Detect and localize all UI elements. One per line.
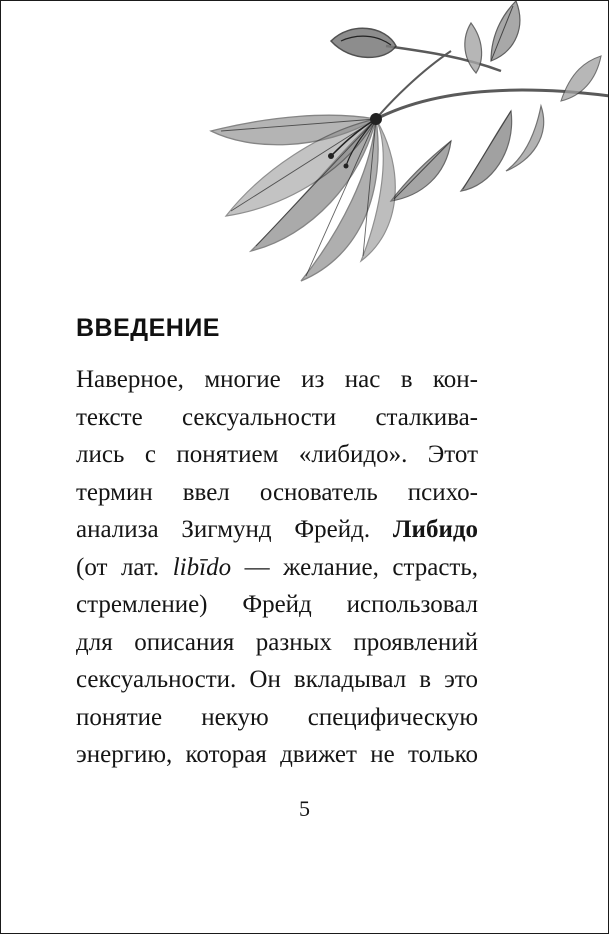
text-line: Наверное, многие из нас в кон-: [76, 366, 478, 393]
text-fragment: анализа Зигмунд Фрейд.: [76, 516, 371, 543]
text-line: стремление) Фрейд использовал: [76, 591, 478, 618]
text-line: термин ввел основатель психо-: [76, 478, 478, 506]
text-line: сексуальности. Он вкладывал в это: [76, 666, 478, 693]
text-line: энергию, которая движет не только: [76, 741, 478, 768]
body-paragraph: [76, 361, 478, 774]
text-line: [76, 511, 478, 549]
text-line: для описания разных проявлений: [76, 628, 478, 656]
text-line: понятие некую специфическую: [76, 703, 478, 731]
section-heading: ВВЕДЕНИЕ: [76, 314, 220, 342]
flower-illustration-icon: [191, 1, 609, 301]
page-number: 5: [299, 796, 310, 821]
text-line: [76, 549, 478, 587]
text-fragment: — желание, страсть,: [244, 553, 479, 581]
text-fragment: (от лат.: [76, 553, 160, 581]
text-line: лись с понятием «либидо». Этот: [76, 441, 478, 468]
latin-term: libīdo: [172, 553, 232, 581]
term-libido: Либидо: [392, 516, 478, 543]
text-line: тексте сексуальности сталкива-: [76, 403, 478, 431]
